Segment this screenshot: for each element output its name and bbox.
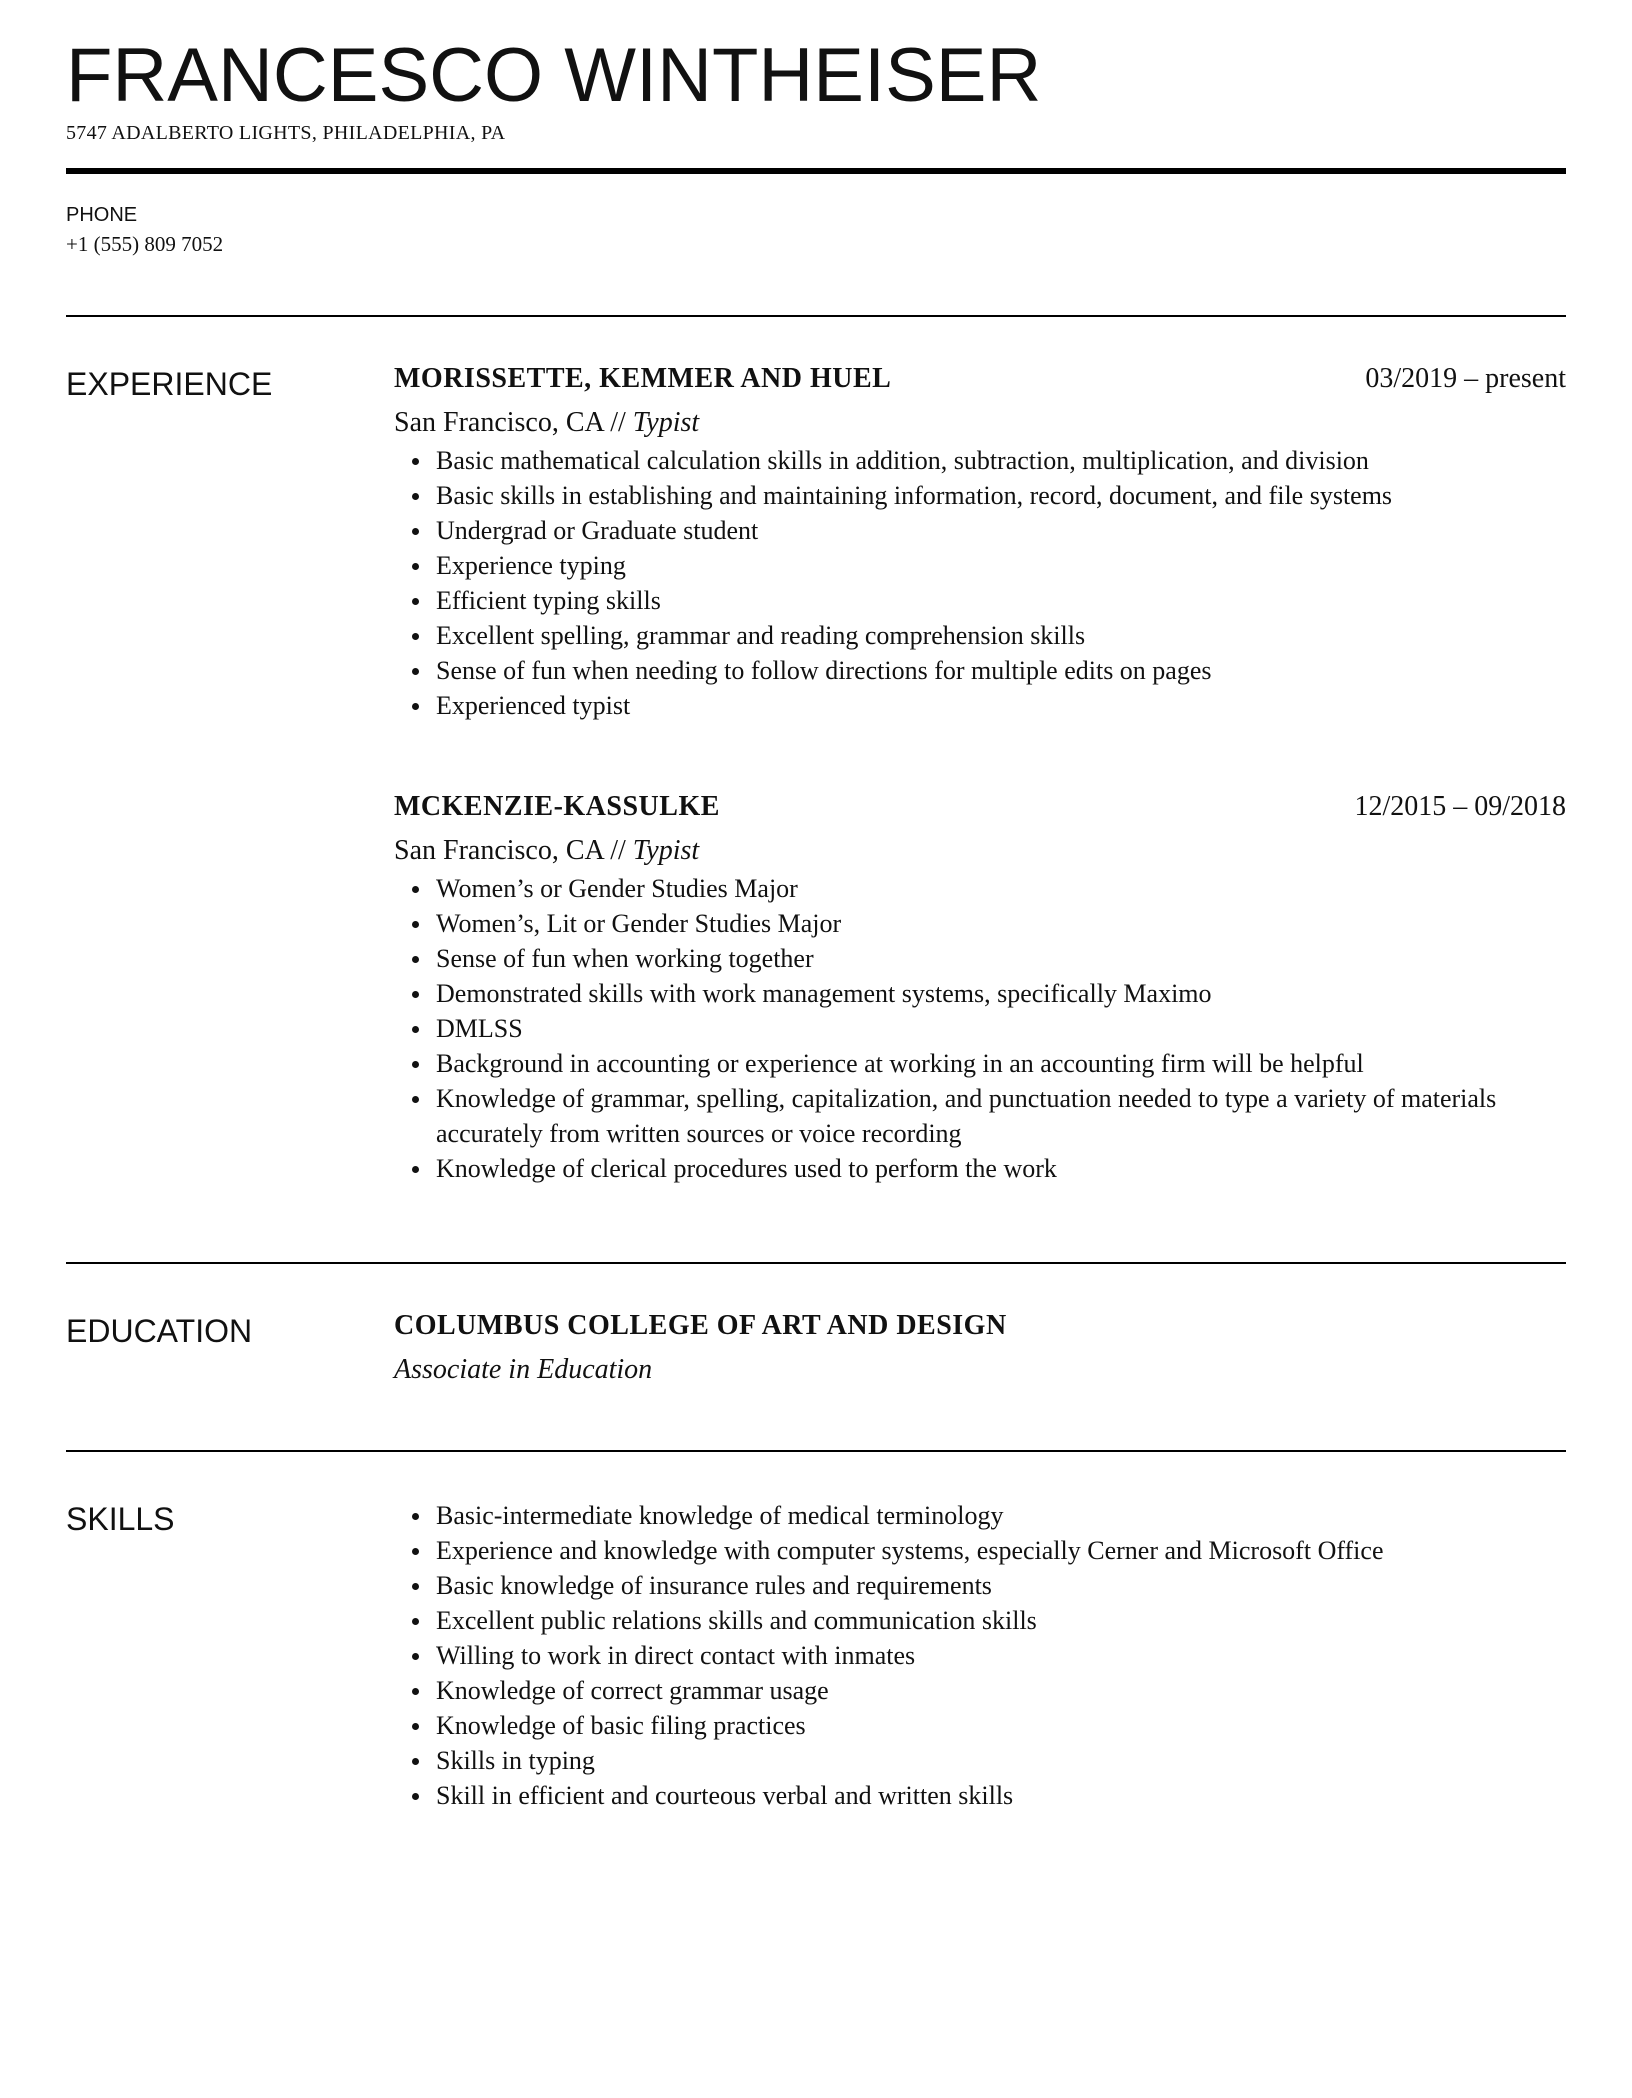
skills-list bbox=[394, 1498, 1566, 1813]
list-item: Women’s, Lit or Gender Studies Major bbox=[436, 906, 1566, 941]
job-location: San Francisco, CA bbox=[394, 407, 604, 438]
list-item: Basic skills in establishing and maintaining information, record, document, and file systems bbox=[436, 478, 1566, 513]
list-item: Willing to work in direct contact with inmates bbox=[436, 1638, 1566, 1673]
school-name: COLUMBUS COLLEGE OF ART AND DESIGN bbox=[394, 1310, 1007, 1341]
job-location-role bbox=[394, 403, 1566, 443]
job-role: Typist bbox=[632, 835, 700, 866]
job-separator: // bbox=[610, 407, 626, 438]
education-entry bbox=[394, 1310, 1566, 1390]
job-bullets bbox=[394, 871, 1566, 1186]
list-item: Skill in efficient and courteous verbal and written skills bbox=[436, 1778, 1566, 1813]
list-item: Basic-intermediate knowledge of medical terminology bbox=[436, 1498, 1566, 1533]
list-item: Experience and knowledge with computer systems, especially Cerner and Microsoft Office bbox=[436, 1533, 1566, 1568]
job-company: MORISSETTE, KEMMER AND HUEL bbox=[394, 363, 892, 394]
section-divider-skills bbox=[66, 1450, 1566, 1452]
job-location-role bbox=[394, 831, 1566, 871]
skills-heading: SKILLS bbox=[66, 1501, 175, 1537]
list-item: Experience typing bbox=[436, 548, 1566, 583]
list-item: Sense of fun when working together bbox=[436, 941, 1566, 976]
section-divider-education bbox=[66, 1262, 1566, 1264]
list-item: Excellent spelling, grammar and reading comprehension skills bbox=[436, 618, 1566, 653]
education-heading: EDUCATION bbox=[66, 1313, 253, 1349]
list-item: Basic mathematical calculation skills in addition, subtraction, multiplication, and division bbox=[436, 443, 1566, 478]
degree: Associate in Education bbox=[394, 1354, 653, 1385]
list-item: Women’s or Gender Studies Major bbox=[436, 871, 1566, 906]
list-item: Undergrad or Graduate student bbox=[436, 513, 1566, 548]
list-item: Basic knowledge of insurance rules and requirements bbox=[436, 1568, 1566, 1603]
list-item: Demonstrated skills with work management systems, specifically Maximo bbox=[436, 976, 1566, 1011]
list-item: Knowledge of correct grammar usage bbox=[436, 1673, 1566, 1708]
list-item: Experienced typist bbox=[436, 688, 1566, 723]
list-item: Knowledge of grammar, spelling, capitalization, and punctuation needed to type a variety of materials accurately from written sources or voice recording bbox=[436, 1081, 1566, 1151]
job-bullets bbox=[394, 443, 1566, 723]
list-item: DMLSS bbox=[436, 1011, 1566, 1046]
job-company: MCKENZIE-KASSULKE bbox=[394, 791, 720, 822]
header-divider bbox=[66, 168, 1566, 174]
candidate-address: 5747 ADALBERTO LIGHTS, PHILADELPHIA, PA bbox=[66, 122, 506, 144]
job-separator: // bbox=[610, 835, 626, 866]
candidate-name: FRANCESCO WINTHEISER bbox=[66, 33, 1042, 118]
job-entry bbox=[394, 363, 1566, 723]
list-item: Knowledge of basic filing practices bbox=[436, 1708, 1566, 1743]
list-item: Efficient typing skills bbox=[436, 583, 1566, 618]
list-item: Skills in typing bbox=[436, 1743, 1566, 1778]
phone-value: +1 (555) 809 7052 bbox=[66, 232, 224, 256]
list-item: Sense of fun when needing to follow directions for multiple edits on pages bbox=[436, 653, 1566, 688]
experience-heading: EXPERIENCE bbox=[66, 366, 273, 402]
list-item: Knowledge of clerical procedures used to perform the work bbox=[436, 1151, 1566, 1186]
list-item: Excellent public relations skills and communication skills bbox=[436, 1603, 1566, 1638]
list-item: Background in accounting or experience at working in an accounting firm will be helpful bbox=[436, 1046, 1566, 1081]
phone-label: PHONE bbox=[66, 204, 138, 226]
skills-entry bbox=[394, 1498, 1566, 1813]
job-dates: 03/2019 – present bbox=[1365, 363, 1566, 394]
job-entry bbox=[394, 791, 1566, 1186]
section-divider-experience bbox=[66, 315, 1566, 317]
job-role: Typist bbox=[632, 407, 700, 438]
job-location: San Francisco, CA bbox=[394, 835, 604, 866]
job-dates: 12/2015 – 09/2018 bbox=[1354, 791, 1566, 822]
